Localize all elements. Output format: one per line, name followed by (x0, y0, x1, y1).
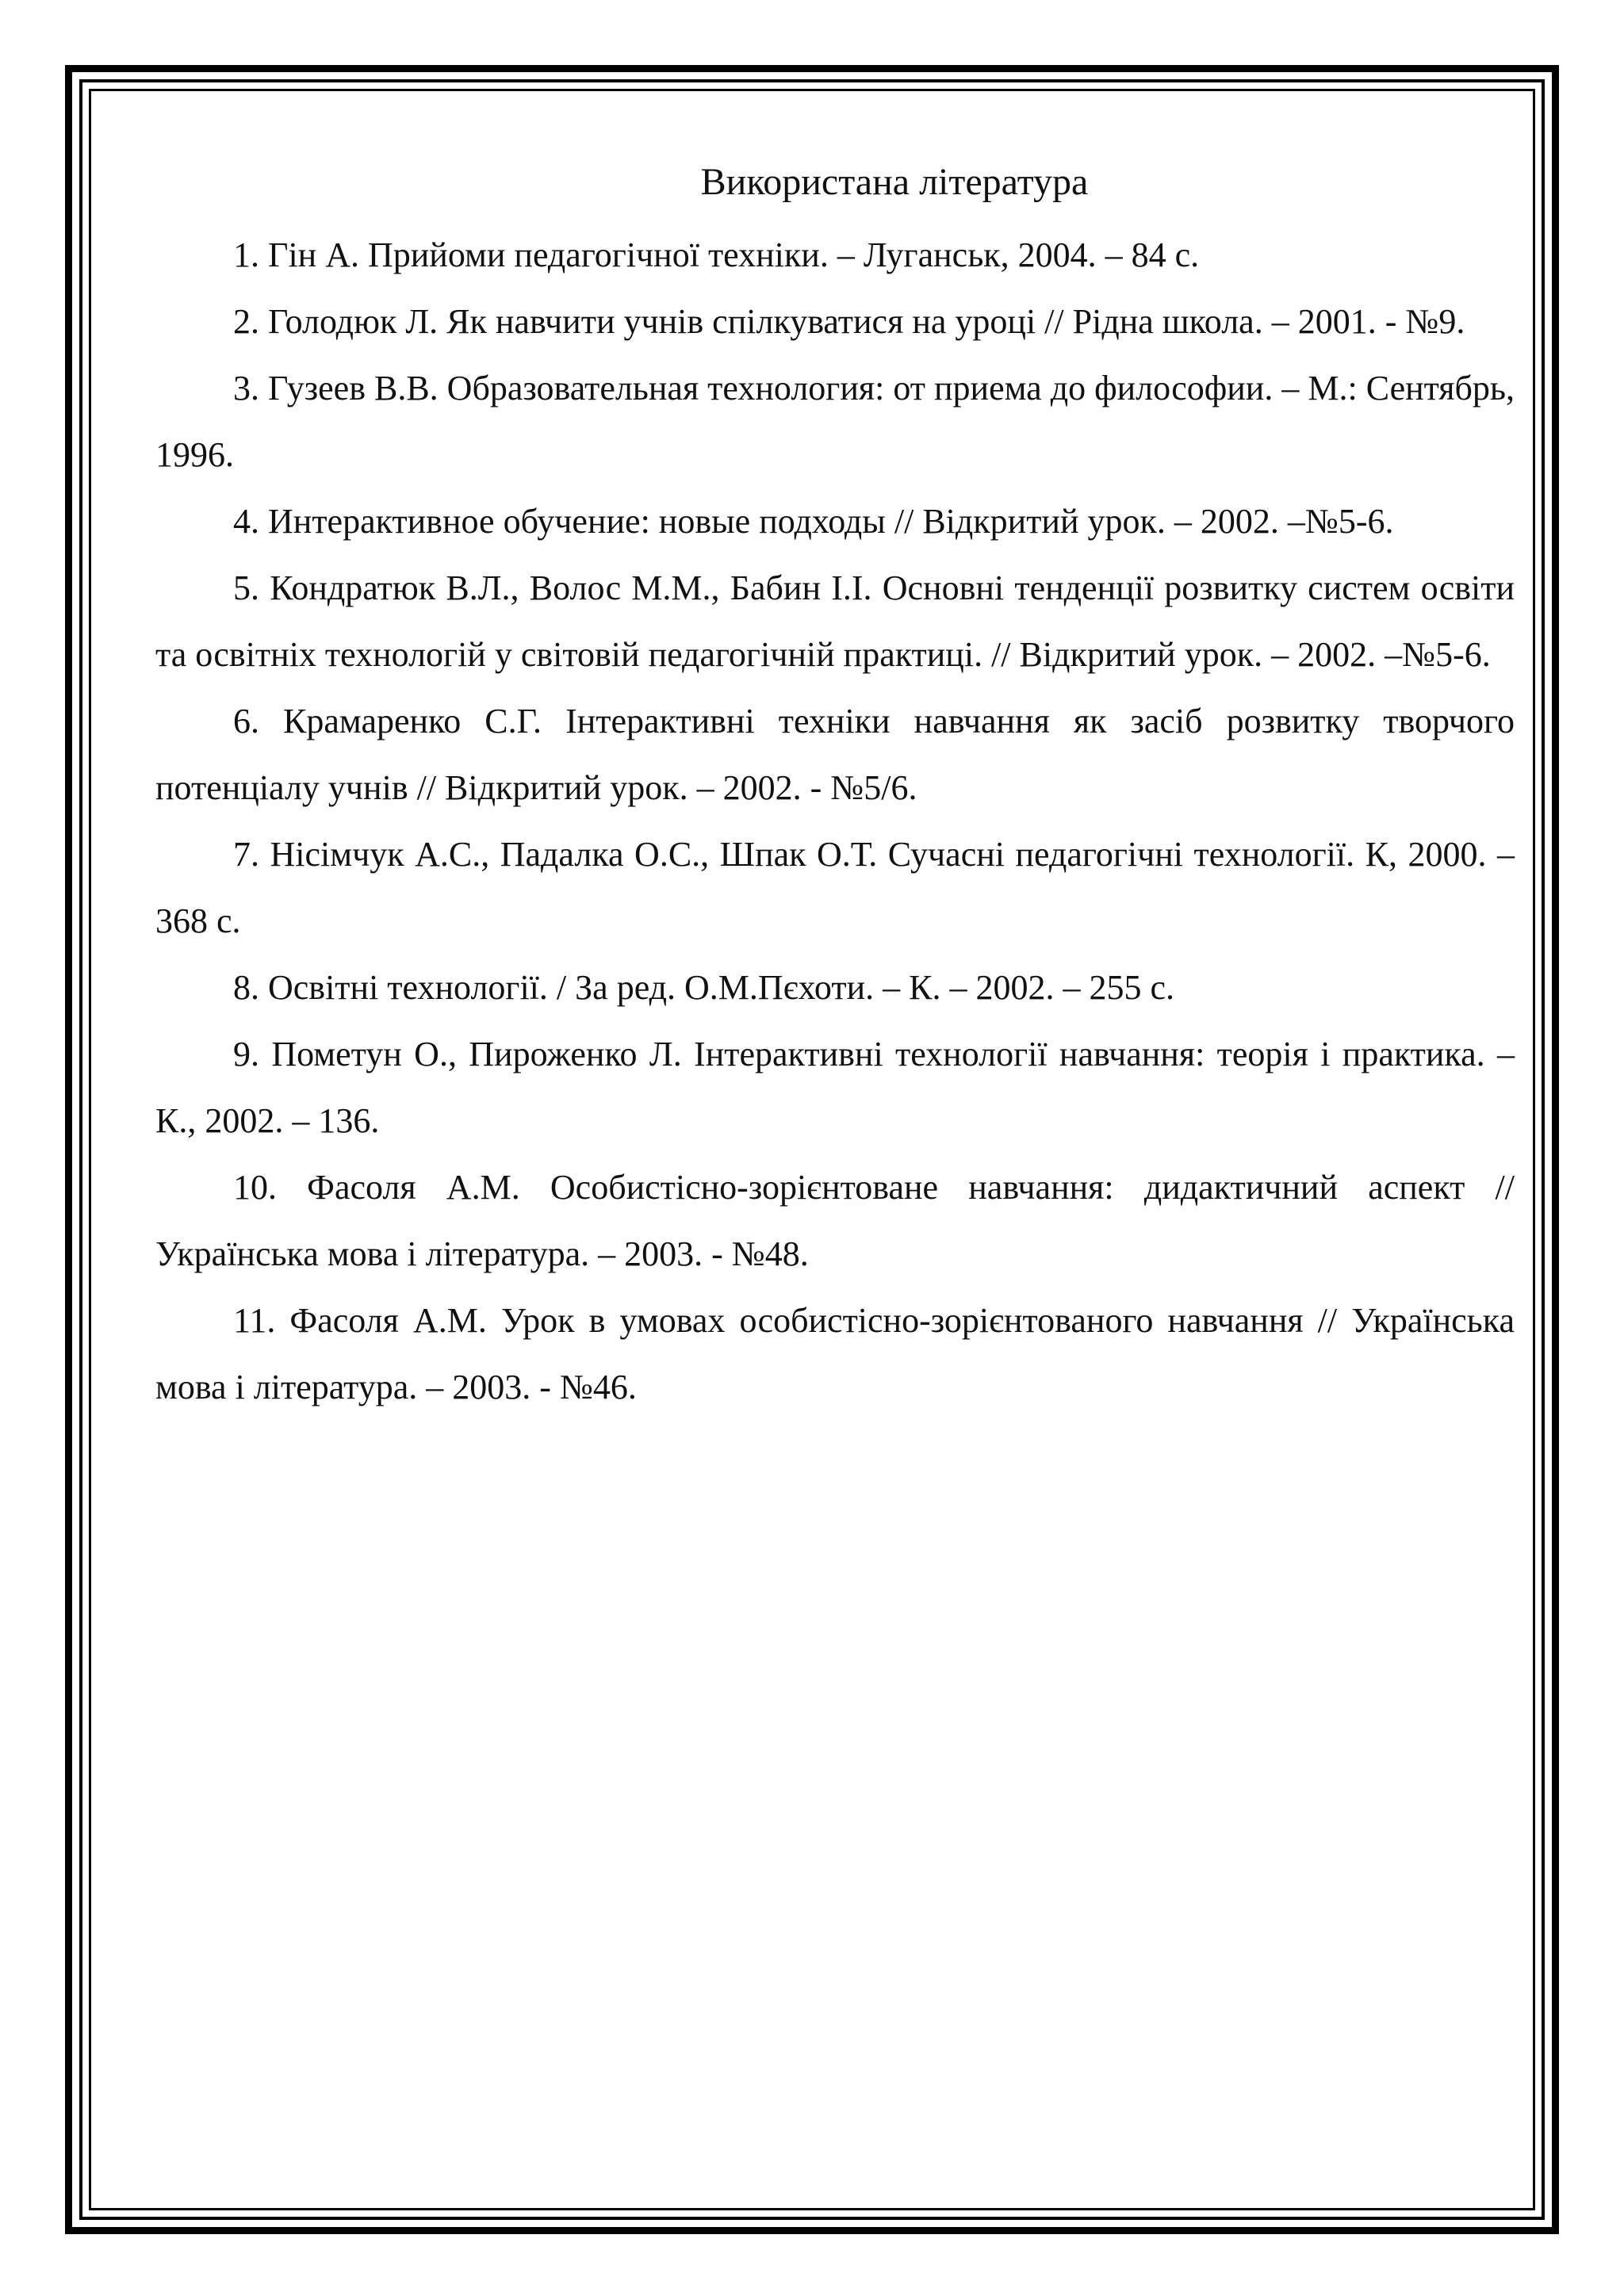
reference-item-7: 7. Нісімчук А.С., Падалка О.С., Шпак О.Т. Сучасні педагогічні технології. К, 2000. – 368 с. (155, 835, 1515, 940)
reference-item-3: 3. Гузеев В.В. Образовательная технология: от приема до философии. – М.: Сентябрь, 1996. (155, 369, 1515, 474)
page-title: Використана література (700, 161, 1089, 203)
reference-item-6: 6. Крамаренко С.Г. Інтерактивні техніки навчання як засіб розвитку творчого потенціалу учнів // Відкритий урок. – 2002. - №5/6. (155, 702, 1515, 807)
reference-item-5: 5. Кондратюк В.Л., Волос М.М., Бабин І.І. Основні тенденції розвитку систем освіти та освітніх технологій у світовій педагогічній практиці. // Відкритий урок. – 2002. –№5-6. (155, 568, 1515, 674)
reference-item-2: 2. Голодюк Л. Як навчити учнів спілкуватися на уроці // Рідна школа. – 2001. - №9. (233, 302, 1465, 341)
reference-item-11: 11. Фасоля А.М. Урок в умовах особистісно-зорієнтованого навчання // Українська мова і література. – 2003. - №46. (155, 1301, 1515, 1406)
reference-item-8: 8. Освітні технології. / За ред. О.М.Пєхоти. – К. – 2002. – 255 с. (233, 968, 1174, 1007)
reference-item-1: 1. Гін А. Прийоми педагогічної техніки. – Луганськ, 2004. – 84 с. (233, 235, 1200, 274)
reference-item-9: 9. Пометун О., Пироженко Л. Інтерактивні технології навчання: теорія і практика. – К., 2002. – 136. (155, 1035, 1515, 1140)
reference-item-4: 4. Интерактивное обучение: новые подходы // Відкритий урок. – 2002. –№5-6. (233, 502, 1394, 541)
reference-item-10: 10. Фасоля А.М. Особистісно-зорієнтоване навчання: дидактичний аспект // Українська мова і література. – 2003. - №48. (155, 1168, 1515, 1273)
reference-list (155, 222, 1515, 1421)
document-body (155, 154, 1515, 1421)
